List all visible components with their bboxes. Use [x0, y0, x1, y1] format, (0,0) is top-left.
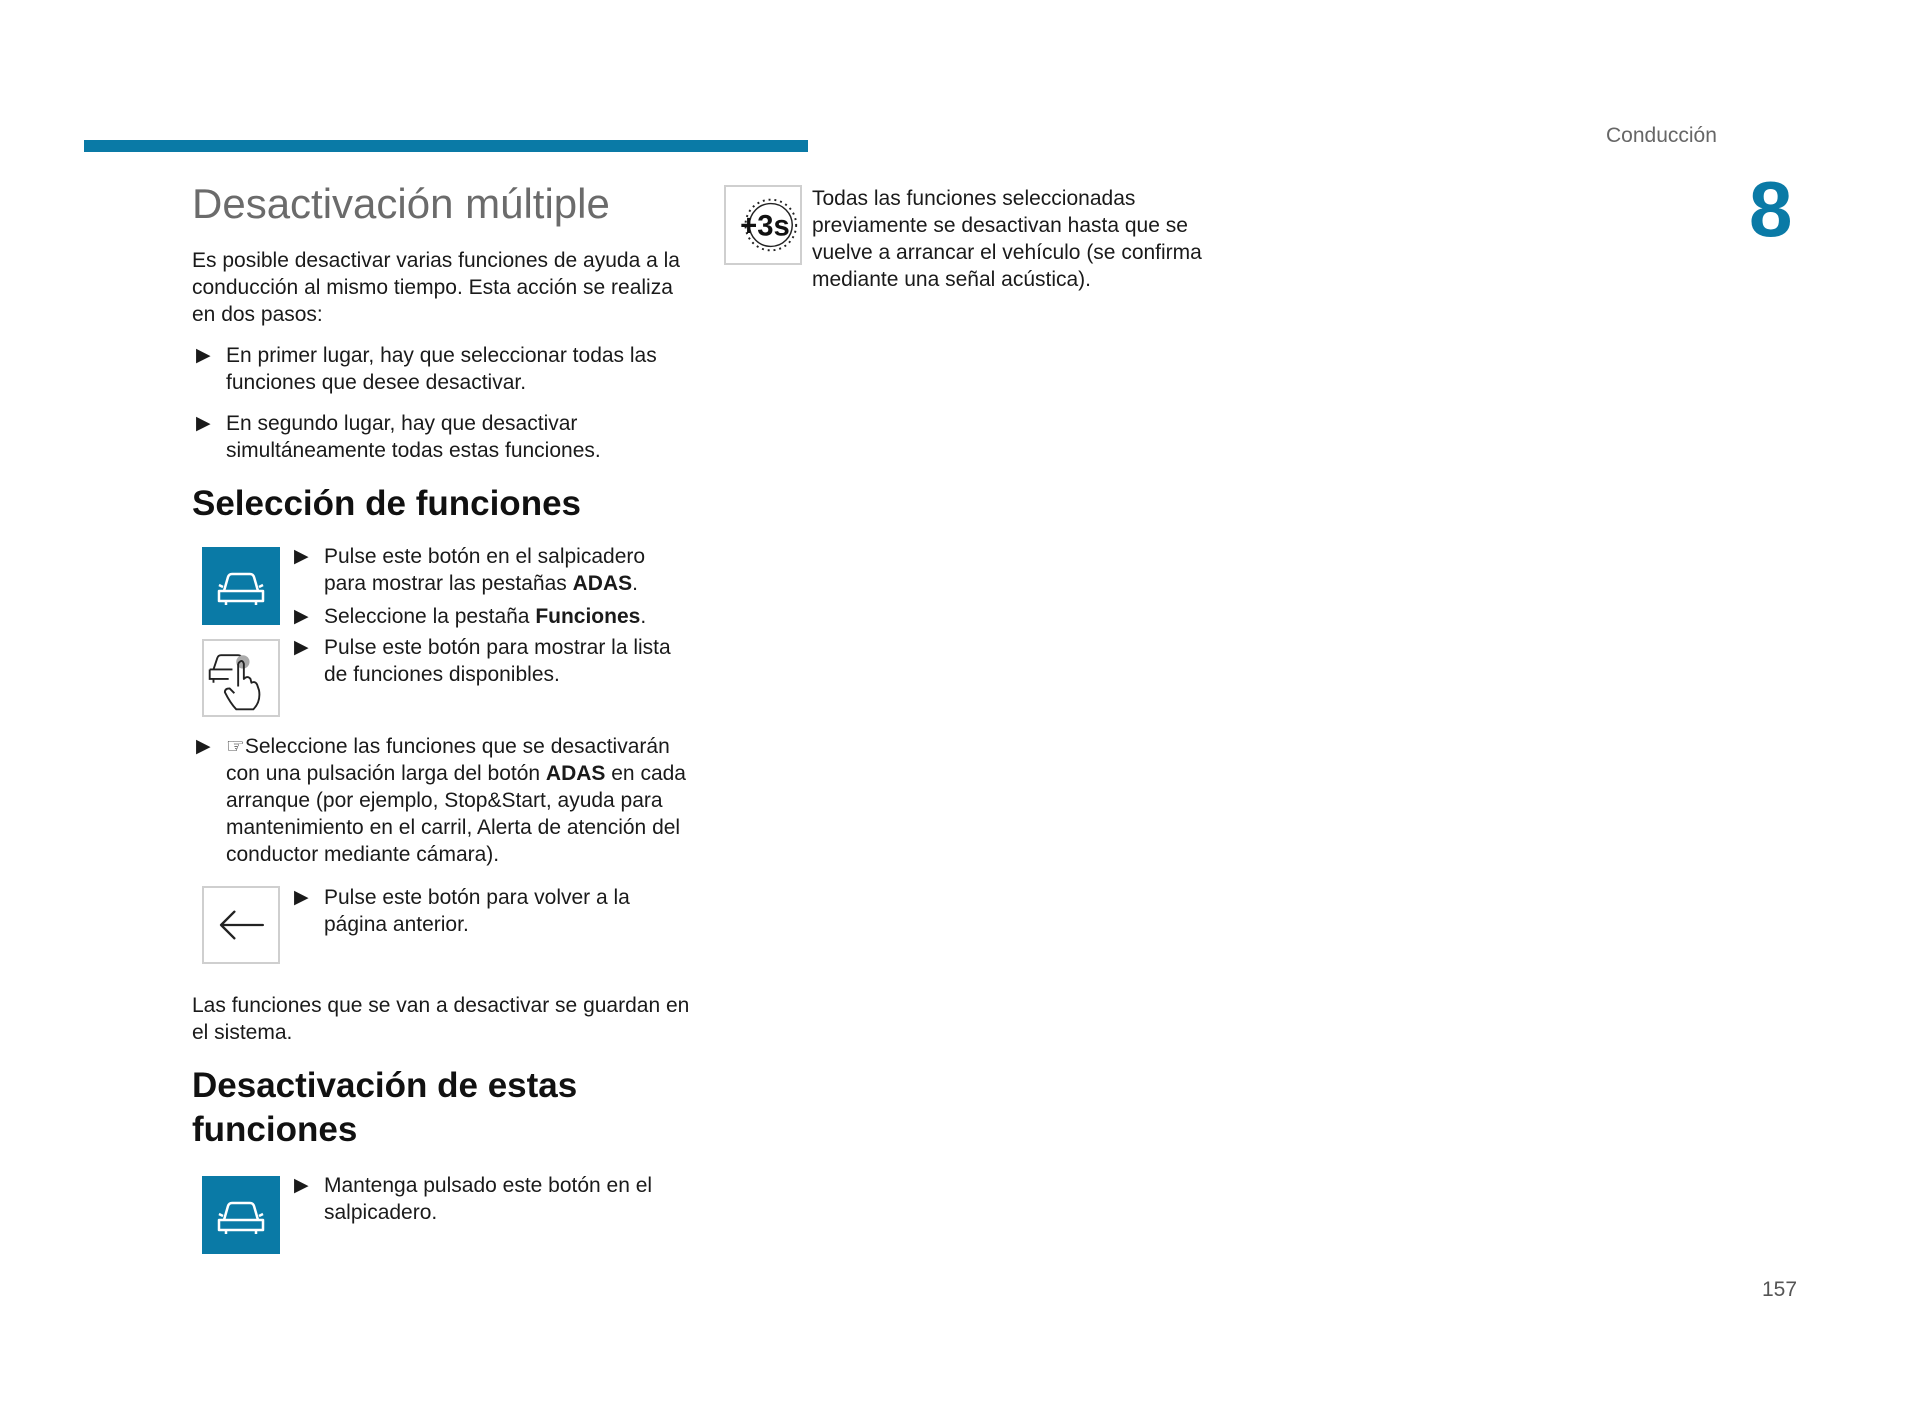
selection-bullet-3: ▶ Pulse este botón para mostrar la lista de funciones disponibles.	[294, 636, 671, 687]
header-accent-bar	[84, 140, 808, 152]
selection-heading: Selección de funciones	[192, 483, 581, 523]
adas-car-icon	[202, 547, 280, 625]
deactivation-bullet-1: ▶ Mantenga pulsado este botón en el salpicadero.	[294, 1173, 653, 1224]
deactivation-bullets	[290, 1172, 692, 1226]
page-number: 157	[1762, 1278, 1798, 1301]
deactivation-heading: Desactivación de estas funciones	[192, 1066, 578, 1149]
back-arrow-icon	[202, 886, 280, 964]
selection-bullet-4: ▶ ☞Seleccione las funciones que se desactivarán con una pulsación larga del botón ADAS en cada arranque (por ejemplo, Stop&Start, ayuda para mantenimiento en el carril, Alerta de atención del conductor mediante cámara).	[196, 735, 686, 867]
bullet-arrow-icon: ▶	[294, 887, 309, 909]
intro-bullet-1: ▶ En primer lugar, hay que seleccionar todas las funciones que desee desactivar.	[196, 343, 657, 394]
selection-steps	[192, 543, 692, 725]
selection-bullets	[290, 543, 692, 688]
adas-car-icon	[202, 1176, 280, 1254]
side-note	[724, 185, 1224, 293]
deactivation-step	[192, 1172, 692, 1262]
bullet-arrow-icon: ▶	[294, 606, 309, 628]
bullet-arrow-icon: ▶	[196, 736, 211, 758]
bullet-arrow-icon: ▶	[294, 637, 309, 659]
intro-bullet-2: ▶ En segundo lugar, hay que desactivar simultáneamente todas estas funciones.	[196, 411, 601, 462]
back-bullets	[290, 884, 692, 938]
main-column	[192, 178, 692, 1262]
selection-bullet-2: ▶ Seleccione la pestaña Funciones.	[294, 605, 647, 629]
chapter-number: 8	[1749, 165, 1793, 253]
touch-car-hand-icon	[202, 639, 280, 717]
back-step	[192, 884, 692, 974]
side-note-text: Todas las funciones seleccionadas previamente se desactivan hasta que se vuelve a arrancar el vehículo (se confirma mediante una señal acústica).	[812, 187, 1202, 291]
bullet-arrow-icon: ▶	[294, 1174, 309, 1196]
timer-label: +3s	[740, 210, 790, 243]
selection-bullet-1: ▶ Pulse este botón en el salpicadero para mostrar las pestañas ADAS.	[294, 545, 646, 596]
selection-bullet-5: ▶ Pulse este botón para volver a la página anterior.	[294, 886, 630, 937]
plus-3s-timer-icon	[724, 185, 802, 265]
page-title: Desactivación múltiple	[192, 180, 610, 227]
intro-paragraph: Es posible desactivar varias funciones de ayuda a la conducción al mismo tiempo. Esta acción se realiza en dos pasos:	[192, 248, 680, 326]
saved-note: Las funciones que se van a desactivar se guardan en el sistema.	[192, 994, 690, 1045]
side-note-text-wrap	[812, 185, 1224, 293]
section-title: Conducción	[1606, 124, 1717, 147]
bullet-arrow-icon: ▶	[196, 412, 211, 434]
bullet-arrow-icon: ▶	[294, 546, 309, 568]
bullet-arrow-icon: ▶	[196, 344, 211, 366]
